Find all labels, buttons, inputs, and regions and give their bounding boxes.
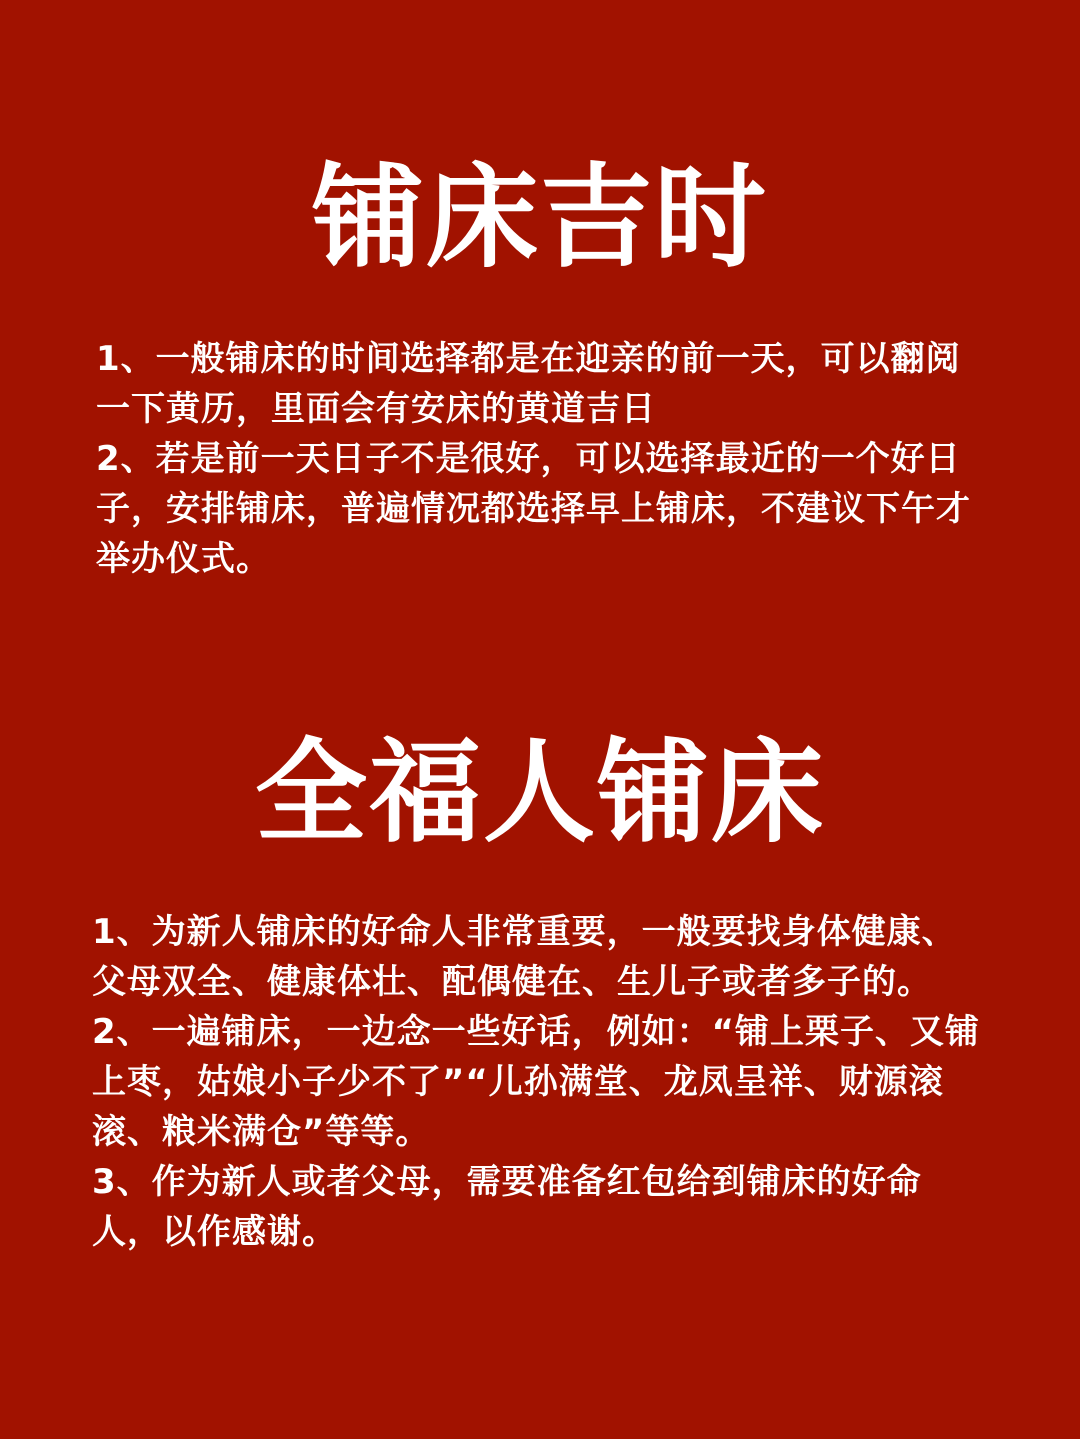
paragraph-2: 2、若是前一天日子不是很好，可以选择最近的一个好日子，安排铺床，普遍情况都选择早上铺床，不建议下午才举办仪式。 [96, 438, 971, 579]
paragraph-1: 1、一般铺床的时间选择都是在迎亲的前一天，可以翻阅一下黄历，里面会有安床的黄道吉日 [96, 338, 961, 429]
section-content [0, 907, 1080, 1257]
paragraph-1: 1、为新人铺床的好命人非常重要，一般要找身体健康、父母双全、健康体壮、配偶健在、生儿子或者多子的。 [92, 911, 957, 1002]
section-title: 全福人铺床 [255, 728, 825, 858]
paragraph-2: 2、一遍铺床，一边念一些好话，例如：“铺上栗子、又铺上枣，姑娘小子少不了”“儿孙满堂、龙凤呈祥、财源滚滚、粮米满仓”等等。 [92, 1011, 981, 1152]
section-fortunate-person-bedding [0, 728, 1080, 1257]
section-title: 铺床吉时 [312, 153, 768, 283]
section-bedding-auspicious-time [0, 153, 1080, 584]
paragraph-3: 3、作为新人或者父母，需要准备红包给到铺床的好命人，以作感谢。 [92, 1161, 922, 1252]
section-content [0, 334, 1080, 584]
